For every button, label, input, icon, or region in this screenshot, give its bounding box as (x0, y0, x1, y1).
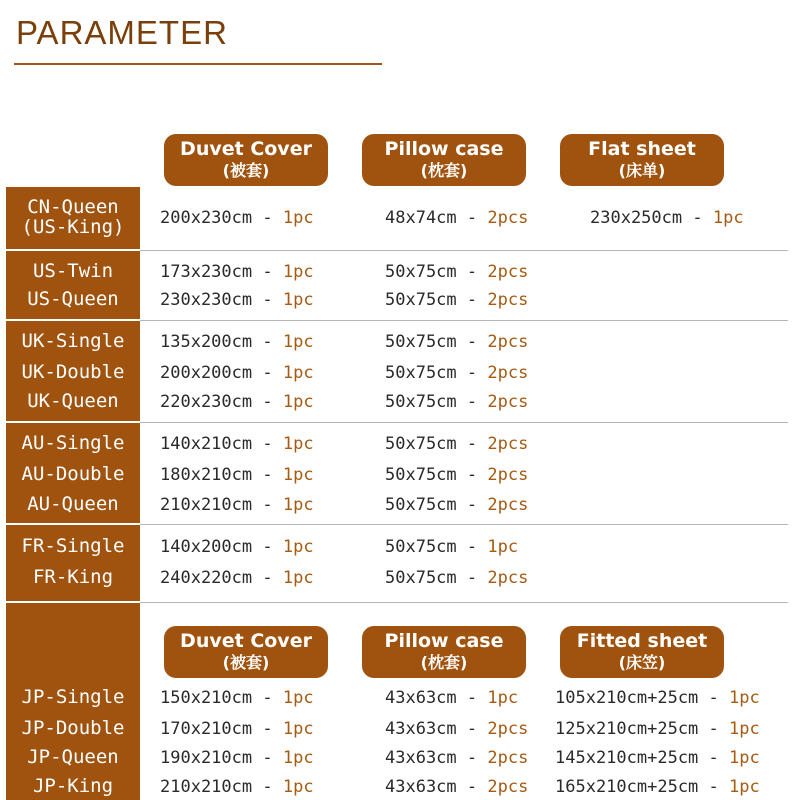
pillow-size: 50x75cm (385, 332, 457, 352)
pillow-cell: 50x75cm - 1pc (385, 537, 519, 557)
pillow-size: 48x74cm (385, 208, 457, 228)
header-pillow-case-jp (362, 626, 526, 678)
duvet-size: 210x210cm (160, 777, 253, 797)
duvet-qty: 1pc (282, 392, 314, 412)
pillow-size: 43x63cm (385, 748, 457, 768)
row-divider (140, 320, 788, 321)
size-label: UK-Queen (27, 390, 119, 412)
size-label: JP-Single (21, 686, 125, 708)
row-divider (140, 524, 788, 525)
pillow-size: 50x75cm (385, 537, 457, 557)
duvet-size: 190x210cm (160, 748, 253, 768)
pillow-size: 50x75cm (385, 568, 457, 588)
size-label-cn-queen: CN-Queen (27, 196, 119, 218)
sheet-cell: 105x210cm+25cm - 1pc (555, 688, 760, 708)
duvet-cell: 210x210cm - 1pc (160, 495, 314, 515)
duvet-cell: 135x200cm - 1pc (160, 332, 314, 352)
pillow-qty: 2pcs (487, 290, 529, 310)
duvet-size: 135x200cm (160, 332, 253, 352)
pillow-cell: 50x75cm - 2pcs (385, 392, 529, 412)
sheet-qty: 1pc (729, 748, 760, 768)
duvet-size: 150x210cm (160, 688, 253, 708)
header-fitted-sheet (560, 626, 724, 678)
sheet-cell: 145x210cm+25cm - 1pc (555, 748, 760, 768)
pillow-cell: 50x75cm - 2pcs (385, 465, 529, 485)
duvet-qty: 1pc (282, 290, 314, 310)
pillow-qty: 2pcs (487, 363, 529, 383)
sheet-cell: 125x210cm+25cm - 1pc (555, 719, 760, 739)
duvet-size: 230x230cm (160, 290, 253, 310)
header-duvet-cover (164, 134, 328, 186)
sheet-cell: 165x210cm+25cm - 1pc (555, 777, 760, 797)
duvet-cell: 220x230cm - 1pc (160, 392, 314, 412)
duvet-size: 140x210cm (160, 434, 253, 454)
header-flat-sheet (560, 134, 724, 186)
pillow-qty: 2pcs (487, 434, 529, 454)
duvet-cell: 173x230cm - 1pc (160, 262, 314, 282)
pillow-qty: 1pc (487, 537, 519, 557)
duvet-cell: 210x210cm - 1pc (160, 777, 314, 797)
duvet-qty: 1pc (282, 363, 314, 383)
pillow-size: 43x63cm (385, 688, 457, 708)
row-divider (140, 422, 788, 423)
duvet-qty: 1pc (282, 465, 314, 485)
duvet-cell: 230x230cm - 1pc (160, 290, 314, 310)
size-label: FR-Single (21, 535, 125, 557)
pillow-cell: 50x75cm - 2pcs (385, 290, 529, 310)
size-label: FR-King (32, 566, 114, 588)
row-divider (140, 602, 788, 603)
pillow-cell: 43x63cm - 2pcs (385, 748, 529, 768)
size-label: AU-Queen (27, 493, 119, 515)
pillow-qty: 2pcs (487, 465, 529, 485)
header-fitted-sheet-zh: (床笠) (618, 653, 666, 672)
group-divider (6, 523, 140, 525)
header-flat-sheet-zh: (床单) (618, 161, 666, 180)
header-duvet-cover-jp-en: Duvet Cover (180, 630, 312, 652)
sheet-qty: 1pc (729, 719, 760, 739)
sheet-cell: 230x250cm - 1pc (590, 208, 744, 228)
duvet-cell: 140x200cm - 1pc (160, 537, 314, 557)
duvet-cell: 200x230cm - 1pc (160, 208, 314, 228)
pillow-qty: 2pcs (487, 748, 529, 768)
pillow-qty: 2pcs (487, 568, 529, 588)
duvet-qty: 1pc (282, 688, 314, 708)
pillow-cell: 43x63cm - 2pcs (385, 777, 529, 797)
duvet-qty: 1pc (282, 719, 314, 739)
pillow-qty: 2pcs (487, 262, 529, 282)
duvet-qty: 1pc (282, 262, 314, 282)
pillow-cell: 50x75cm - 2pcs (385, 568, 529, 588)
duvet-qty: 1pc (282, 568, 314, 588)
title-underline (14, 63, 382, 65)
duvet-size: 240x220cm (160, 568, 253, 588)
size-label: AU-Single (21, 432, 125, 454)
pillow-size: 43x63cm (385, 777, 457, 797)
duvet-cell: 170x210cm - 1pc (160, 719, 314, 739)
pillow-cell: 50x75cm - 2pcs (385, 434, 529, 454)
header-pillow-case-jp-en: Pillow case (384, 630, 504, 652)
pillow-cell: 43x63cm - 2pcs (385, 719, 529, 739)
size-label: UK-Single (21, 330, 125, 352)
group-divider (6, 249, 140, 251)
duvet-qty: 1pc (282, 434, 314, 454)
pillow-qty: 2pcs (487, 332, 529, 352)
duvet-size: 140x200cm (160, 537, 253, 557)
size-label: UK-Double (21, 361, 125, 383)
size-label: US-Queen (27, 288, 119, 310)
group-divider (6, 319, 140, 321)
pillow-qty: 2pcs (487, 719, 529, 739)
duvet-size: 173x230cm (160, 262, 253, 282)
pillow-cell: 43x63cm - 1pc (385, 688, 519, 708)
size-label: US-Twin (32, 260, 114, 282)
size-label: JP-King (32, 775, 114, 797)
duvet-cell: 200x200cm - 1pc (160, 363, 314, 383)
pillow-size: 50x75cm (385, 495, 457, 515)
sheet-size: 145x210cm+25cm (555, 748, 699, 768)
duvet-cell: 240x220cm - 1pc (160, 568, 314, 588)
pillow-qty: 2pcs (487, 777, 529, 797)
header-pillow-case-jp-zh: (枕套) (420, 653, 468, 672)
pillow-qty: 1pc (487, 688, 519, 708)
size-label: AU-Double (21, 463, 125, 485)
pillow-size: 50x75cm (385, 262, 457, 282)
header-pillow-case-en: Pillow case (384, 138, 504, 160)
duvet-size: 220x230cm (160, 392, 253, 412)
duvet-cell: 180x210cm - 1pc (160, 465, 314, 485)
sheet-size: 125x210cm+25cm (555, 719, 699, 739)
duvet-size: 210x210cm (160, 495, 253, 515)
pillow-size: 50x75cm (385, 434, 457, 454)
group-divider (6, 601, 140, 603)
pillow-qty: 2pcs (487, 495, 529, 515)
sheet-size: 105x210cm+25cm (555, 688, 699, 708)
header-flat-sheet-en: Flat sheet (588, 138, 696, 160)
size-label: JP-Queen (27, 746, 119, 768)
pillow-qty: 2pcs (487, 392, 529, 412)
pillow-size: 50x75cm (385, 290, 457, 310)
group-divider (6, 421, 140, 423)
row-divider (140, 250, 788, 251)
duvet-qty: 1pc (282, 748, 314, 768)
header-duvet-cover-zh: (被套) (222, 161, 270, 180)
duvet-qty: 1pc (282, 332, 314, 352)
duvet-size: 170x210cm (160, 719, 253, 739)
pillow-qty: 2pcs (487, 208, 529, 228)
duvet-size: 200x230cm (160, 208, 253, 228)
duvet-qty: 1pc (282, 208, 314, 228)
header-duvet-cover-en: Duvet Cover (180, 138, 312, 160)
pillow-cell: 50x75cm - 2pcs (385, 363, 529, 383)
pillow-cell: 50x75cm - 2pcs (385, 495, 529, 515)
pillow-cell: 50x75cm - 2pcs (385, 262, 529, 282)
sheet-size: 230x250cm (590, 208, 683, 228)
header-duvet-cover-jp-zh: (被套) (222, 653, 270, 672)
duvet-size: 200x200cm (160, 363, 253, 383)
duvet-size: 180x210cm (160, 465, 253, 485)
pillow-size: 50x75cm (385, 392, 457, 412)
size-label: JP-Double (21, 717, 125, 739)
header-pillow-case-zh: (枕套) (420, 161, 468, 180)
duvet-qty: 1pc (282, 537, 314, 557)
pillow-size: 50x75cm (385, 363, 457, 383)
pillow-size: 50x75cm (385, 465, 457, 485)
sheet-qty: 1pc (712, 208, 744, 228)
duvet-qty: 1pc (282, 495, 314, 515)
pillow-size: 43x63cm (385, 719, 457, 739)
sheet-qty: 1pc (729, 688, 760, 708)
pillow-cell: 50x75cm - 2pcs (385, 332, 529, 352)
header-duvet-cover-jp (164, 626, 328, 678)
duvet-cell: 150x210cm - 1pc (160, 688, 314, 708)
duvet-cell: 190x210cm - 1pc (160, 748, 314, 768)
size-label-us-king: (US-King) (21, 216, 125, 238)
duvet-cell: 140x210cm - 1pc (160, 434, 314, 454)
header-fitted-sheet-en: Fitted sheet (576, 630, 708, 652)
sheet-size: 165x210cm+25cm (555, 777, 699, 797)
sheet-qty: 1pc (729, 777, 760, 797)
pillow-cell: 48x74cm - 2pcs (385, 208, 529, 228)
duvet-qty: 1pc (282, 777, 314, 797)
page-title: PARAMETER (16, 14, 228, 51)
header-pillow-case (362, 134, 526, 186)
